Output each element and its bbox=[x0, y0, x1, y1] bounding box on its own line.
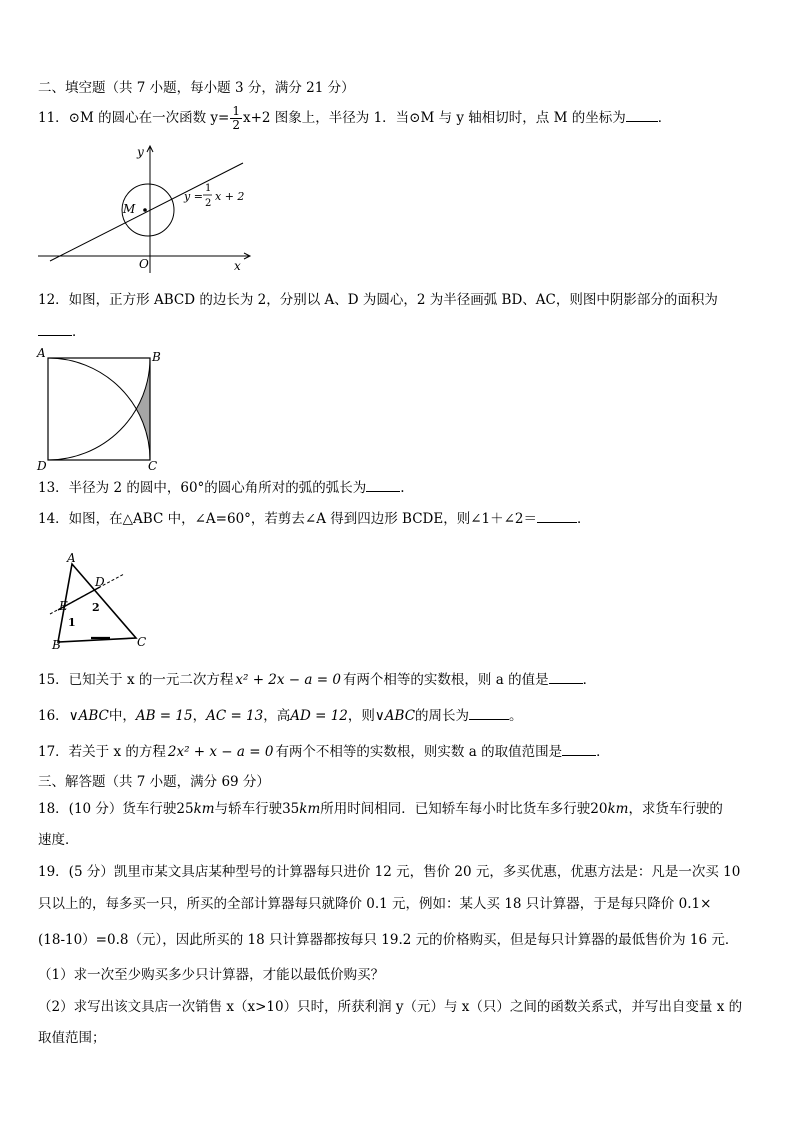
q11-end: ． bbox=[657, 110, 672, 126]
q15-equation: x² + 2x − a = 0 bbox=[235, 672, 341, 688]
q12-label-c: C bbox=[148, 459, 158, 472]
q16-ac: AC = 13 bbox=[206, 708, 264, 724]
q18-value-3: 20 bbox=[590, 801, 608, 817]
q18-unit-2: km bbox=[299, 801, 321, 817]
q12-figure bbox=[34, 346, 164, 472]
q17-answer-blank bbox=[562, 743, 596, 756]
q16-sep2: ，高 bbox=[263, 708, 291, 724]
q13-answer-blank bbox=[366, 479, 400, 492]
question-13 bbox=[38, 478, 405, 498]
q13-end: . bbox=[400, 480, 405, 496]
q16-answer-blank bbox=[469, 707, 509, 720]
question-19-line1: 19．(5 分）凯里市某文具店某种型号的计算器每只进价 12 元，售价 20 元，多买优惠，优惠方法是：凡是一次买 10 bbox=[38, 864, 741, 880]
section-3-title: 三、解答题（共 7 小题，满分 69 分） bbox=[38, 774, 270, 790]
question-17 bbox=[38, 742, 610, 762]
q16-ad: AD = 12 bbox=[290, 708, 348, 724]
question-15 bbox=[38, 670, 596, 690]
q17-text-post: 有两个不相等的实数根，则实数 a 的取值范围是 bbox=[275, 744, 563, 760]
q17-equation: 2x² + x − a = 0 bbox=[167, 744, 274, 760]
question-19-sub2-line2: 取值范围； bbox=[38, 1030, 106, 1046]
q11-figure bbox=[38, 143, 258, 275]
q11-answer-blank bbox=[626, 109, 658, 122]
q11-text-pre: 11．⊙M 的圆心在一次函数 y= bbox=[38, 110, 230, 126]
question-16 bbox=[38, 706, 523, 726]
q12-label-d: D bbox=[37, 459, 47, 472]
q16-sep1: ， bbox=[192, 708, 207, 724]
q15-text-post: 有两个相等的实数根，则 a 的值是 bbox=[342, 672, 549, 688]
question-18 bbox=[38, 799, 723, 819]
q11-x-axis-label: x bbox=[234, 259, 241, 273]
q18-value-2: 35 bbox=[282, 801, 300, 817]
q11-frac-num: 1 bbox=[232, 104, 240, 118]
q15-text-pre: 15．已知关于 x 的一元二次方程 bbox=[38, 672, 234, 688]
q18-text-4: ，求货车行驶的 bbox=[628, 801, 723, 817]
q15-end: ． bbox=[582, 672, 597, 688]
question-19-sub1: （1）求一次至少购买多少只计算器，才能以最低价购买？ bbox=[38, 967, 385, 983]
q11-equation-lhs: y = bbox=[184, 190, 203, 203]
section-2-title: 二、填空题（共 7 小题，每小题 3 分，满分 21 分） bbox=[38, 80, 355, 96]
q11-equation-rhs: x + 2 bbox=[215, 190, 245, 203]
q18-unit-3: km bbox=[607, 801, 629, 817]
q18-text-3: 所用时间相同．已知轿车每小时比货车多行驶 bbox=[320, 801, 591, 817]
q18-text-2: 与轿车行驶 bbox=[214, 801, 283, 817]
q14-label-e: E bbox=[59, 599, 68, 613]
q11-frac-den: 2 bbox=[232, 118, 240, 132]
q11-origin-label: O bbox=[139, 257, 149, 271]
q16-text-post: 的周长为 bbox=[415, 708, 470, 724]
question-12-line2 bbox=[38, 322, 86, 342]
q12-answer-blank bbox=[38, 323, 72, 336]
q18-value-1: 25 bbox=[176, 801, 194, 817]
q14-text: 14．如图，在△ABC 中，∠A=60°，若剪去∠A 得到四边形 BCDE，则∠1＋∠2＝ bbox=[38, 511, 538, 527]
q11-point-m-label: M bbox=[123, 202, 136, 216]
q14-label-d: D bbox=[95, 575, 105, 589]
q16-sep3: ，则 bbox=[347, 708, 375, 724]
q14-end: ． bbox=[577, 511, 591, 527]
q11-equation-den: 2 bbox=[205, 198, 212, 209]
q14-label-a: A bbox=[67, 552, 76, 565]
q14-figure bbox=[48, 552, 158, 652]
q18-text-1: 18．(10 分）货车行驶 bbox=[38, 801, 177, 817]
q14-label-b: B bbox=[52, 638, 61, 652]
q15-answer-blank bbox=[549, 671, 583, 684]
question-19-sub2: （2）求写出该文具店一次销售 x（x>10）只时，所获利润 y（元）与 x（只）之间的函数关系式，并写出自变量 x 的 bbox=[38, 999, 743, 1015]
q18-unit-1: km bbox=[193, 801, 215, 817]
q17-text-pre: 17．若关于 x 的方程 bbox=[38, 744, 166, 760]
q16-triangle-2: ∨ABC bbox=[374, 708, 416, 724]
q11-equation-num: 1 bbox=[205, 183, 212, 194]
q12-label-b: B bbox=[152, 350, 161, 364]
q16-number: 16． bbox=[38, 708, 69, 724]
question-11 bbox=[38, 104, 671, 132]
q14-answer-blank bbox=[537, 510, 577, 523]
question-14 bbox=[38, 509, 591, 529]
q14-angle-1: 1 bbox=[68, 616, 76, 629]
q11-fraction bbox=[230, 105, 242, 132]
question-19-line3: (18-10）=0.8（元），因此所买的 18 只计算器都按每只 19.2 元的价格购买，但是每只计算器的最低售价为 16 元． bbox=[38, 932, 739, 948]
question-19-line2: 只以上的，每多买一只，所买的全部计算器每只就降价 0.1 元，例如：某人买 18 只计算器，于是每只降价 0.1× bbox=[38, 896, 712, 912]
q11-text-post: x+2 图象上，半径为 1．当⊙M 与 y 轴相切时，点 M 的坐标为 bbox=[242, 110, 626, 126]
q16-triangle: ∨ABC bbox=[68, 708, 109, 724]
q17-end: ． bbox=[596, 744, 610, 760]
q14-label-c: C bbox=[137, 635, 147, 649]
q12-end: ． bbox=[72, 324, 86, 340]
q13-text: 13．半径为 2 的圆中，60°的圆心角所对的弧的弧长为 bbox=[38, 480, 367, 496]
q12-label-a: A bbox=[37, 346, 46, 360]
q11-y-axis-label: y bbox=[137, 145, 144, 159]
question-18-line2: 速度． bbox=[38, 832, 79, 848]
q16-end: 。 bbox=[509, 708, 523, 724]
q16-text-mid: 中， bbox=[108, 708, 136, 724]
question-12: 12．如图，正方形 ABCD 的边长为 2，分别以 A、D 为圆心，2 为半径画弧 BD、AC，则图中阴影部分的面积为 bbox=[38, 292, 718, 308]
q16-ab: AB = 15 bbox=[135, 708, 193, 724]
q14-angle-2: 2 bbox=[92, 601, 100, 614]
